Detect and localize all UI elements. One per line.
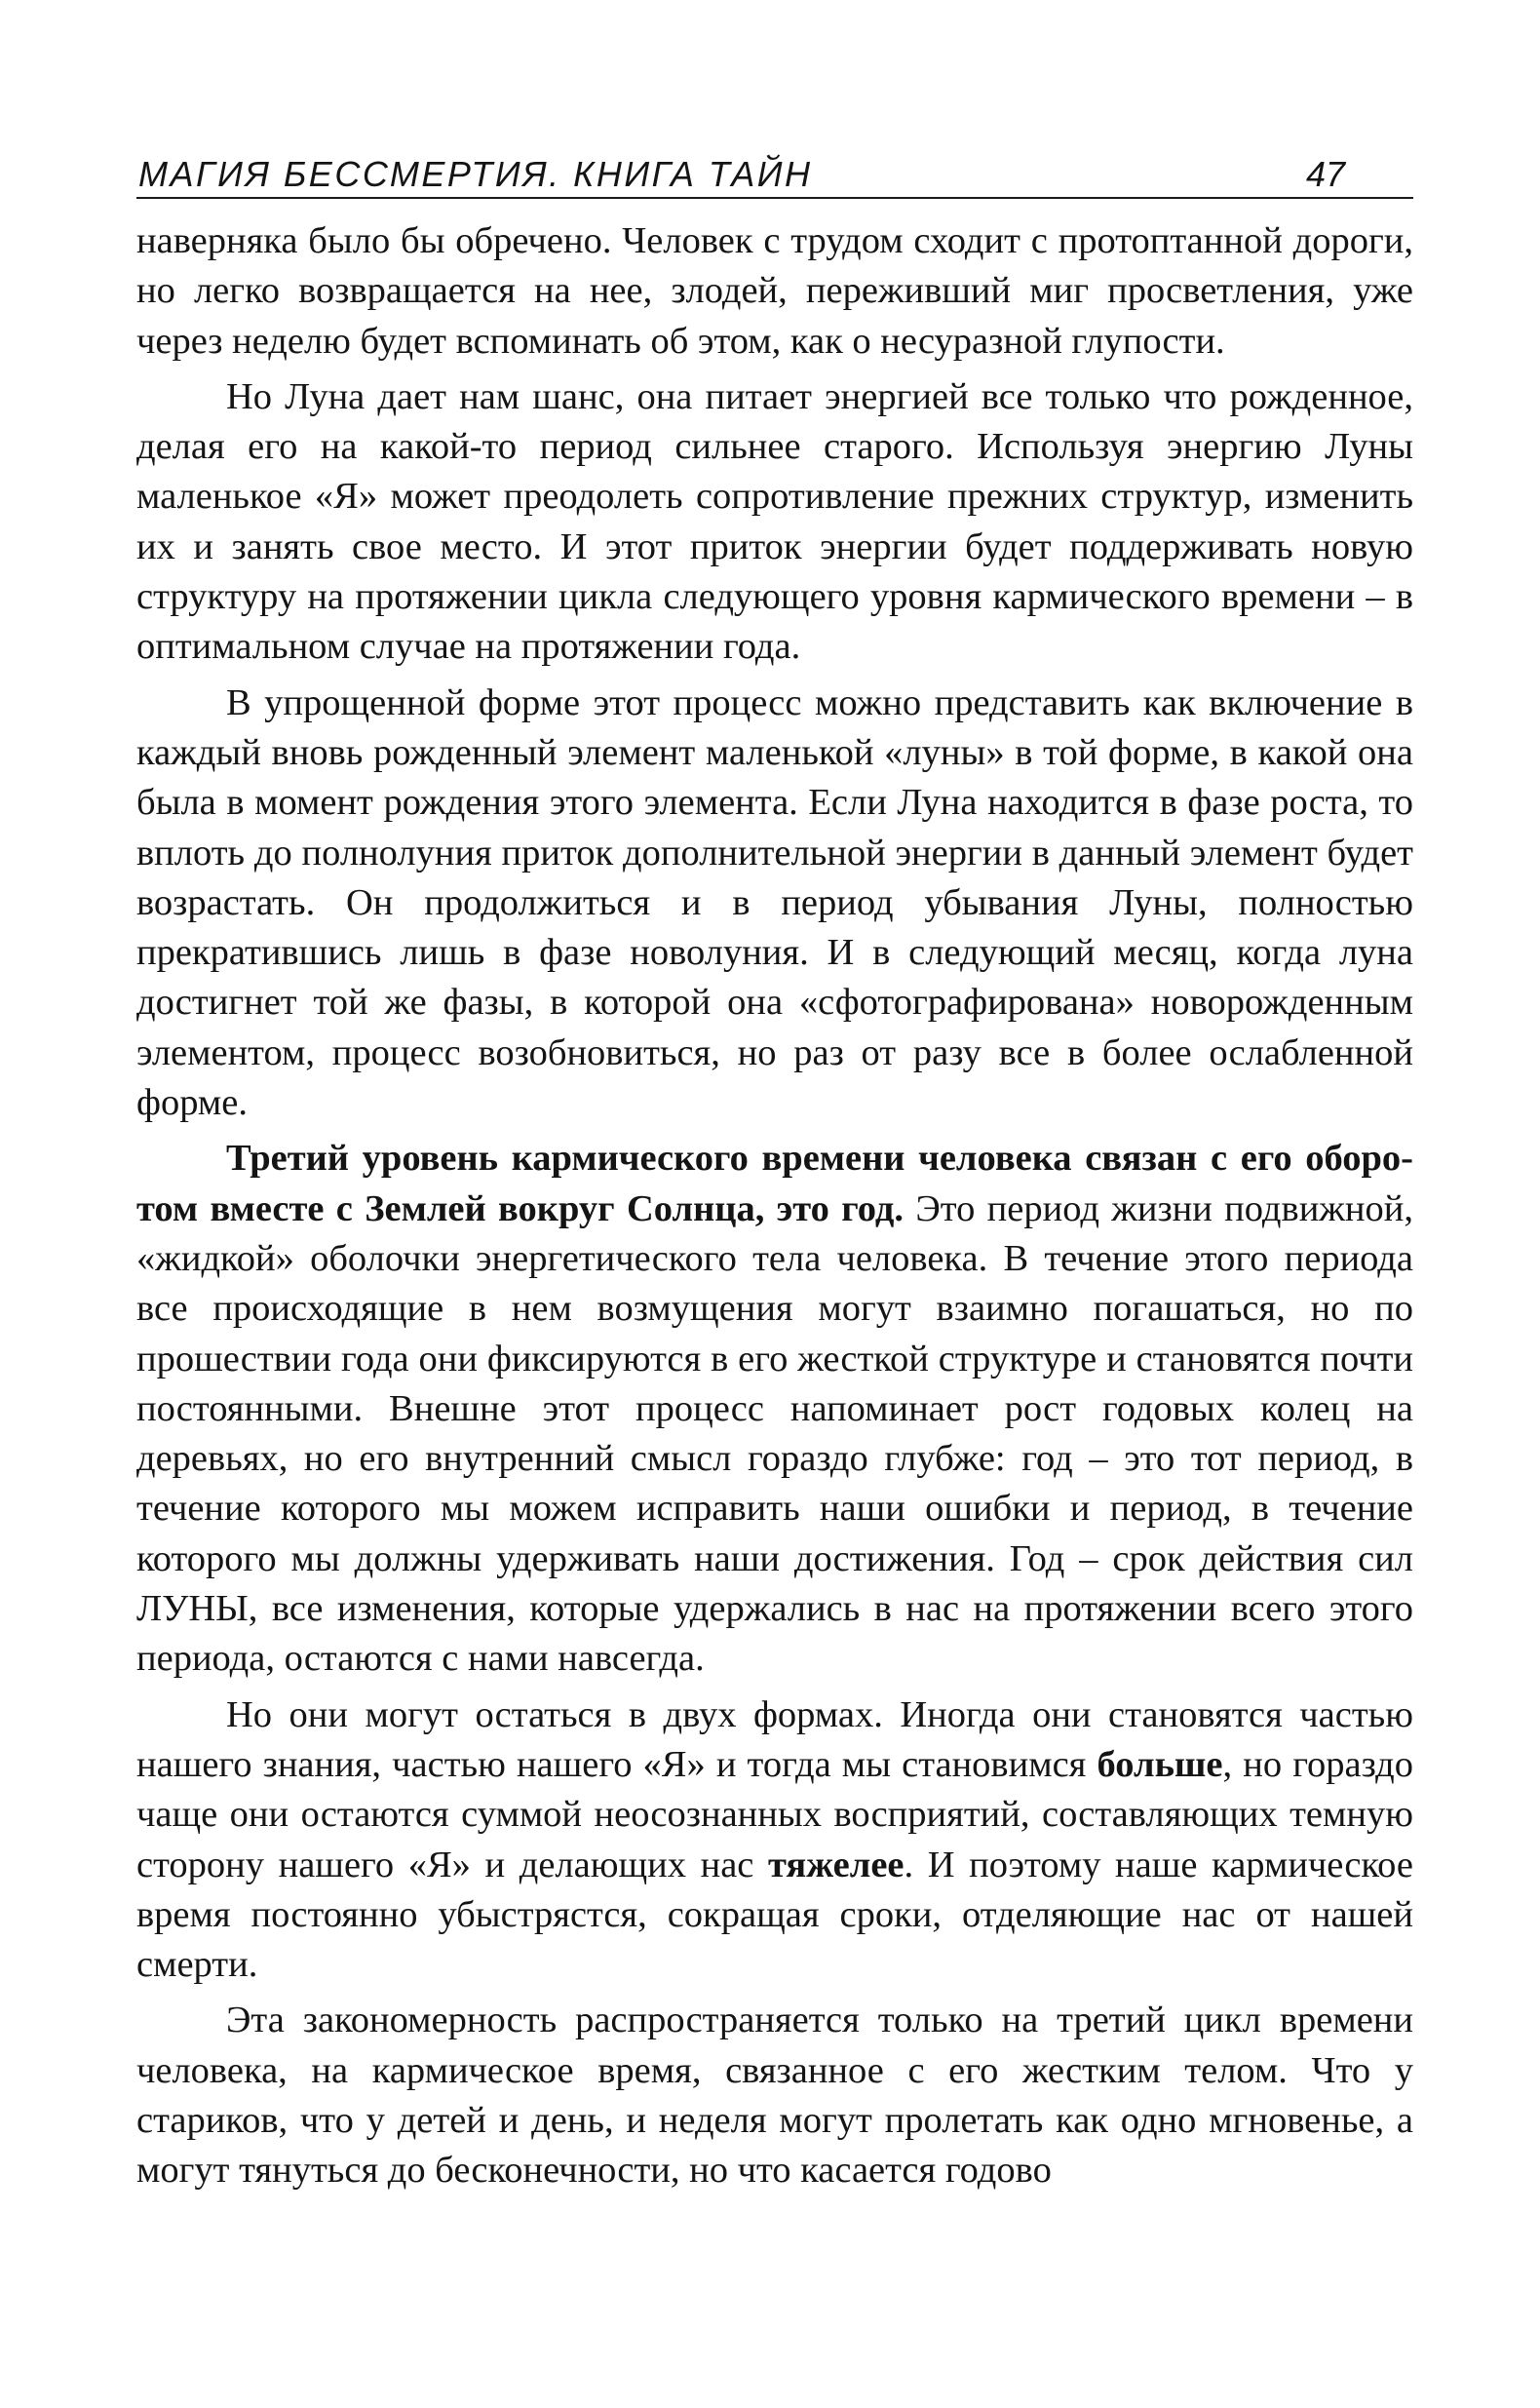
paragraph-4-text: Это период жизни подвижной, «жидкой» оболочки энергетического тела человека. В течение этого периода все происходящие в нем возмущения могут взаимно погашаться, но по прошествии года они фиксируются в его жесткой структуре и становятся почти постоянными. Внешне этот процесс напоминает рост годовых колец на деревьях, но его внутренний смысл гораздо глубже: год – это тот период, в течение которого мы можем исправить наши ошибки и период, в течение которого мы должны удерживать наши достижения. Год – срок действия сил ЛУНЫ, все изменения, которые удержались в нас на протяжении всего этого периода, остаются с нами навсегда. xyxy=(136,1187,1413,1680)
paragraph-5-bold-b: тяжелее xyxy=(767,1844,905,1885)
book-page xyxy=(136,146,1413,2196)
body-text xyxy=(136,216,1413,2196)
paragraph-4 xyxy=(136,1134,1413,1684)
paragraph-5-bold-a: больше xyxy=(1097,1743,1223,1785)
paragraph-5-text-c: . И поэтому наше кармическое время постоянно убыстрястся, сокращая сроки, отделяющие нас от нашей смерти. xyxy=(136,1844,1413,1986)
paragraph-5-text-a: Но они могут остаться в двух формах. Иногда они становятся частью нашего знания, частью нашего «Я» и тогда мы становимся xyxy=(136,1693,1413,1785)
paragraph-5-text-b: , но гораздо чаще они остаются суммой неосознанных восприятий, составляющих темную сторону нашего «Я» и делающих нас xyxy=(136,1743,1413,1885)
paragraph-6: Эта закономерность распространяется только на третий цикл времени человека, на кармическое время, связанное с его жестким телом. Что у стариков, что у детей и день, и неделя могут пролетать как одно мгновенье, а могут тянуться до бесконечности, но что касается годово xyxy=(136,2000,1413,2192)
paragraph-1: наверняка было бы обречено. Человек с трудом сходит с протоптанной дороги, но легко возвращается на нее, злодей, переживший миг просветления, уже через неделю будет вспоминать об этом, как о несуразной глупости. xyxy=(136,220,1413,362)
paragraph-4-bold: Третий уровень кармического времени человека связан с его оборотом вместе с Землей вокруг Солнца, это год. xyxy=(136,1138,1413,1229)
paragraph-2: Но Луна дает нам шанс, она питает энергией все только что рожденное, делая его на какой-то период сильнее старого. Используя энергию Луны маленькое «Я» может преодолеть сопротивление прежних структур, изменить их и занять свое место. И этот приток энергии будет поддерживать новую структуру на протяжении цикла следующего уровня кармического времени – в оптимальном случае на протяжении года. xyxy=(136,375,1413,668)
running-header xyxy=(136,146,1413,199)
page-number: 47 xyxy=(1305,154,1345,194)
header-title: МАГИЯ БЕССМЕРТИЯ. КНИГА ТАЙН xyxy=(138,154,813,194)
paragraph-5 xyxy=(136,1690,1413,1991)
paragraph-3: В упрощенной форме этот процесс можно представить как включение в каждый вновь рожденный элемент маленькой «луны» в той форме, в какой она была в момент рождения этого элемента. Если Луна находится в фазе роста, то вплоть до полнолуния приток дополнительной энергии в данный элемент будет возрастать. Он продолжиться и в период убывания Луны, полностью прекратившись лишь в фазе новолуния. И в следующий месяц, когда луна достигнет той же фазы, в которой она «сфотографирована» новорожденным элементом, процесс возобновиться, но раз от разу все в более ослабленной форме. xyxy=(136,681,1413,1124)
